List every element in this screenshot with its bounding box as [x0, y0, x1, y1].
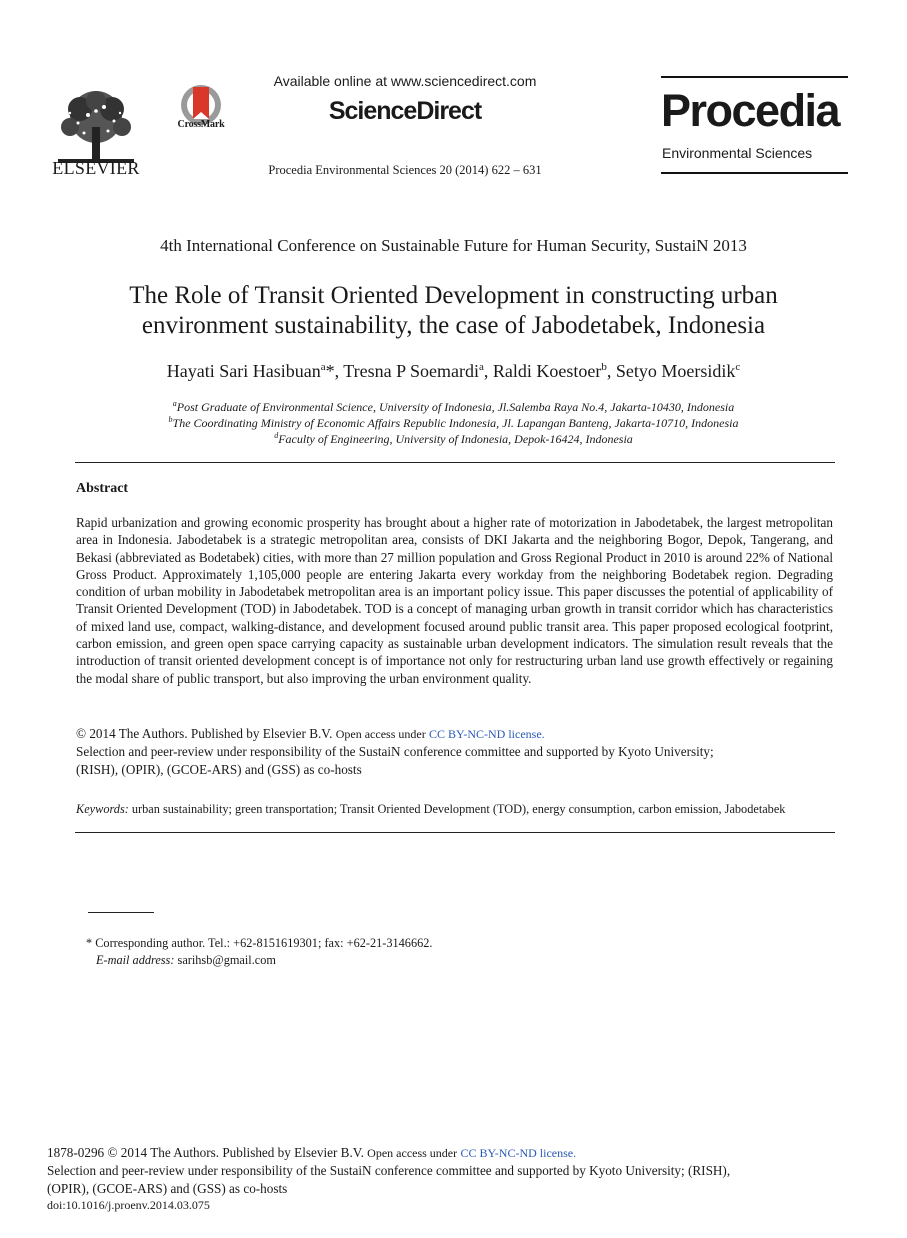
review-statement-1: Selection and peer-review under responsibility of the SustaiN conference committee and supported by Kyoto University; (RISH), — [47, 1163, 731, 1179]
affiliation-text: The Coordinating Ministry of Economic Affairs Republic Indonesia, Jl. Lapangan Banteng, Jakarta-10710, Indonesia — [172, 416, 739, 430]
keywords — [76, 802, 833, 817]
author-name: Setyo Moersidik — [615, 361, 736, 381]
journal-citation: Procedia Environmental Sciences 20 (2014) 622 – 631 — [268, 163, 542, 177]
author-affiliation-mark: a — [478, 361, 484, 373]
keywords-text: urban sustainability; green transportation; Transit Oriented Development (TOD), energy consumption, carbon emission, Jabodetabek — [131, 802, 786, 816]
open-access-text: Open access under — [335, 727, 426, 741]
author-name: Hayati Sari Hasibuan — [166, 361, 321, 381]
author-separator: , — [334, 361, 344, 381]
copyright-block — [76, 725, 833, 778]
license-link[interactable]: CC BY-NC-ND license. — [429, 727, 545, 741]
footnote-rule — [88, 912, 154, 913]
abstract-heading: Abstract — [76, 481, 129, 496]
affiliation-d — [60, 431, 847, 447]
affiliation-text: Faculty of Engineering, University of Indonesia, Depok-16424, Indonesia — [278, 432, 633, 446]
affiliation-mark: a — [172, 399, 177, 408]
title-line-1: The Role of Transit Oriented Development in constructing urban — [129, 282, 778, 309]
journal-logo-bottom-rule — [661, 172, 848, 174]
review-statement-2: (OPIR), (GCOE-ARS) and (GSS) as co-hosts — [47, 1180, 288, 1196]
author-list — [60, 361, 847, 382]
journal-subtitle: Environmental Sciences — [662, 145, 813, 161]
affiliation-mark: d — [274, 431, 279, 440]
license-link[interactable]: CC BY-NC-ND license. — [460, 1146, 577, 1160]
corresponding-author-note: * Corresponding author. Tel.: +62-8151619301; fax: +62-21-3146662. — [86, 936, 433, 950]
open-access-text: Open access under — [367, 1146, 458, 1160]
author-name: Tresna P Soemardi — [343, 361, 479, 381]
author-separator: , — [483, 361, 493, 381]
author-name: Raldi Koestoer — [492, 361, 602, 381]
issn-copyright: 1878-0296 © 2014 The Authors. Published by Elsevier B.V. — [47, 1145, 364, 1160]
affiliation-mark: b — [168, 415, 173, 424]
email-note — [96, 953, 276, 968]
email-address[interactable]: sarihsb@gmail.com — [177, 953, 276, 967]
review-statement-2: (RISH), (OPIR), (GCOE-ARS) and (GSS) as co-hosts — [76, 761, 362, 777]
journal-name: Procedia — [661, 85, 840, 136]
doi[interactable]: doi:10.1016/j.proenv.2014.03.075 — [47, 1197, 210, 1212]
divider — [75, 462, 835, 463]
author-affiliation-mark: b — [601, 361, 607, 373]
affiliation-b — [60, 415, 847, 431]
author-affiliation-mark: a — [320, 361, 326, 373]
affiliation-a — [60, 399, 847, 415]
bottom-copyright-block — [47, 1144, 827, 1214]
review-statement-1: Selection and peer-review under responsibility of the SustaiN conference committee and supported by Kyoto University; — [76, 744, 714, 760]
conference-name: 4th International Conference on Sustainable Future for Human Security, SustaiN 2013 — [160, 236, 747, 255]
email-label: E-mail address: — [96, 953, 175, 967]
keywords-label: Keywords: — [76, 802, 129, 816]
affiliation-text: Post Graduate of Environmental Science, University of Indonesia, Jl.Salemba Raya No.4, Jakarta-10430, Indonesia — [176, 400, 735, 414]
title-line-2: environment sustainability, the case of Jabodetabek, Indonesia — [141, 312, 766, 339]
sciencedirect-wordmark: ScienceDirect — [328, 97, 482, 125]
divider — [75, 832, 835, 833]
author-affiliation-mark: c — [735, 361, 741, 373]
elsevier-wordmark: ELSEVIER — [52, 158, 140, 178]
abstract-body: Rapid urbanization and growing economic prosperity has brought about a higher rate of motorization in Jabodetabek, the largest metropolitan area in Indonesia. Jabodetabek is a strategic metropolitan area, consists of DKI Jakarta and the neighboring Bogor, Depok, Tangerang, and Bekasi (abbreviated as Bodetabek) cities, with more than 27 million population and Gross Regional Product in 2010 is around 22% of National Gross Product. Approximately 1,105,000 people are entering Jakarta every workday from the neighboring Bodetabek region. Degrading condition of urban mobility in Jabodetabek metropolitan area is an important policy issue. This paper discusses the potential of applicability of Transit Oriented Development (TOD) in Jabodetabek. TOD is a concept of managing urban growth in transit corridor which has characteristics of mixed land use, compact, walking-distance, and development focused around public transit area. This paper proposed ecological footprint, carbon emission, and green open space carrying capacity as sustainable urban development indicators. The simulation result reveals that the introduction of transit oriented development concept is of importance not only for restructuring urban land use growth effectively or regaining the modal share of public transport, but also improving the urban environment quality. — [76, 515, 833, 686]
available-online-text: Available online at www.sciencedirect.com — [273, 73, 537, 89]
author-separator: , — [606, 361, 616, 381]
paper-title — [60, 281, 847, 341]
copyright-text: © 2014 The Authors. Published by Elsevier B.V. — [76, 726, 333, 741]
journal-logo-top-rule — [661, 76, 848, 78]
corresponding-mark: * — [325, 361, 335, 381]
crossmark-label: CrossMark — [177, 119, 225, 130]
